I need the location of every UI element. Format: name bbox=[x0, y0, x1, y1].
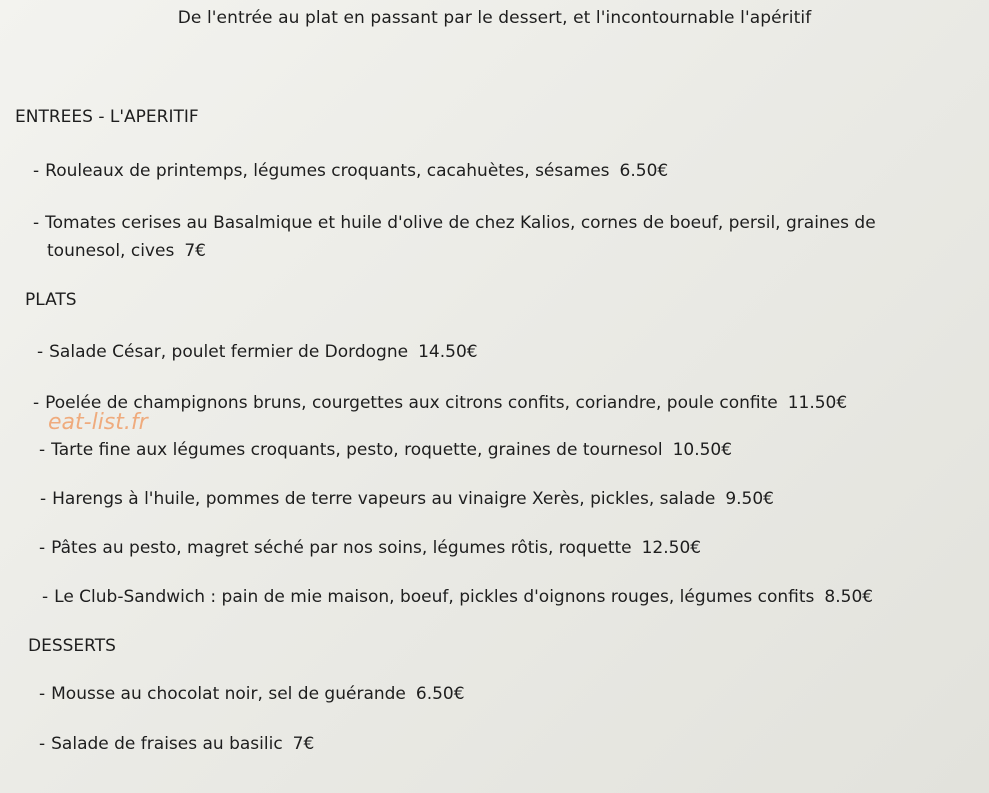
watermark-logo: eat-list.fr bbox=[48, 410, 148, 435]
item-description: Salade de fraises au basilic bbox=[51, 734, 283, 754]
section-title-desserts: DESSERTS bbox=[28, 636, 116, 656]
item-dash: - bbox=[39, 538, 46, 558]
item-price: 11.50€ bbox=[787, 393, 848, 413]
item-dash: - bbox=[42, 587, 49, 607]
item-price: 10.50€ bbox=[672, 440, 733, 460]
menu-item bbox=[33, 209, 913, 265]
item-description: Mousse au chocolat noir, sel de guérande bbox=[51, 684, 406, 704]
menu-item bbox=[42, 587, 873, 607]
item-price: 8.50€ bbox=[824, 587, 874, 607]
item-description: Rouleaux de printemps, légumes croquants, cacahuètes, sésames bbox=[45, 161, 610, 181]
item-description: Tomates cerises au Basalmique et huile d'olive de chez Kalios, cornes de boeuf, persil, graines de bbox=[45, 213, 876, 233]
item-price: 12.50€ bbox=[641, 538, 702, 558]
menu-item bbox=[37, 342, 478, 362]
item-description: Le Club-Sandwich : pain de mie maison, boeuf, pickles d'oignons rouges, légumes confits bbox=[54, 587, 815, 607]
item-continuation-text: tounesol, cives bbox=[47, 241, 175, 261]
item-price: 9.50€ bbox=[725, 489, 774, 509]
item-description: Tarte fine aux légumes croquants, pesto, roquette, graines de tournesol bbox=[51, 440, 663, 460]
item-price: 14.50€ bbox=[418, 342, 478, 362]
menu-item bbox=[39, 684, 465, 704]
item-dash: - bbox=[33, 393, 40, 413]
menu-item bbox=[40, 489, 774, 509]
item-description: Poelée de champignons bruns, courgettes aux citrons confits, coriandre, poule confite bbox=[45, 393, 778, 413]
menu-item bbox=[39, 734, 314, 754]
item-dash: - bbox=[37, 342, 44, 362]
item-dash: - bbox=[39, 440, 46, 460]
item-price: 7€ bbox=[184, 241, 206, 261]
item-description: Salade César, poulet fermier de Dordogne bbox=[49, 342, 409, 362]
item-price: 6.50€ bbox=[415, 684, 465, 704]
item-dash: - bbox=[40, 489, 47, 509]
item-price: 6.50€ bbox=[619, 161, 669, 181]
item-dash: - bbox=[33, 213, 40, 233]
menu-item bbox=[33, 161, 668, 181]
item-price: 7€ bbox=[292, 734, 315, 754]
menu-item bbox=[39, 440, 732, 460]
item-dash: - bbox=[39, 734, 46, 754]
item-dash: - bbox=[33, 161, 40, 181]
menu-item bbox=[39, 538, 701, 558]
section-title-plats: PLATS bbox=[25, 290, 77, 310]
menu-headline: De l'entrée au plat en passant par le dessert, et l'incontournable l'apéritif bbox=[177, 8, 812, 28]
section-title-entrees: ENTREES - L'APERITIF bbox=[15, 107, 199, 127]
item-description-continuation bbox=[33, 237, 913, 265]
item-description: Pâtes au pesto, magret séché par nos soins, légumes rôtis, roquette bbox=[51, 538, 632, 558]
item-description: Harengs à l'huile, pommes de terre vapeurs au vinaigre Xerès, pickles, salade bbox=[52, 489, 716, 509]
menu-item bbox=[33, 393, 847, 413]
item-dash: - bbox=[39, 684, 46, 704]
